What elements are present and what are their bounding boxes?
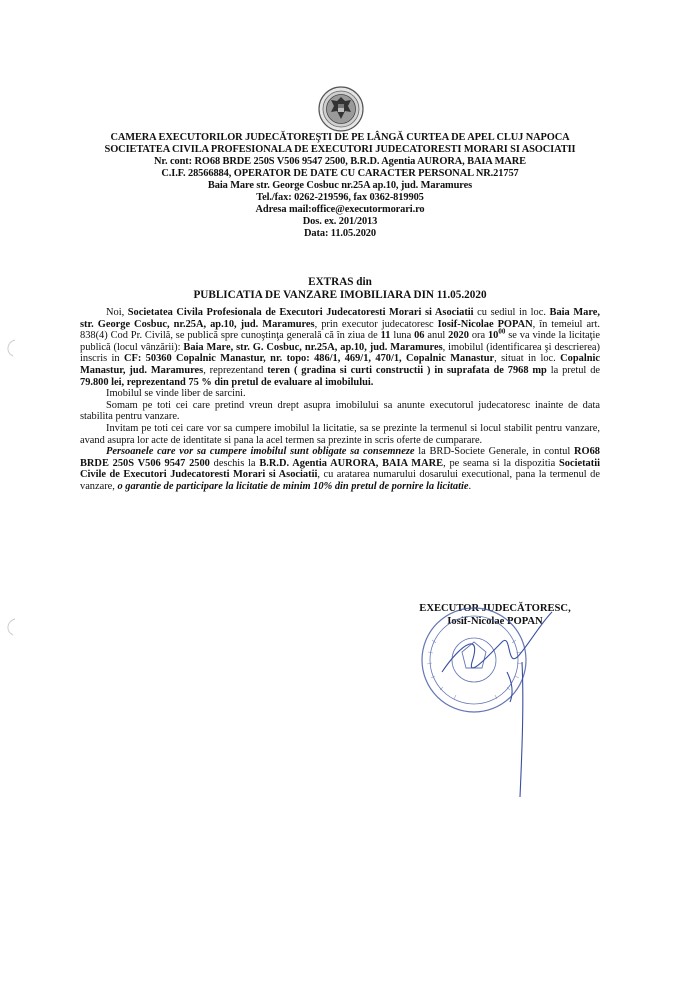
phone-fax: Tel./fax: 0262-219596, fax 0362-819905: [256, 192, 424, 203]
property-description-bold: teren ( gradina si curti constructii ) in suprafata de 7968 mp: [267, 364, 547, 376]
executor-title: EXECUTOR JUDECĂTORESC,: [419, 603, 571, 614]
office-address-bold: Baia Mare, str. George Cosbuc, nr.25A, ap.10, jud. Maramures: [80, 307, 600, 330]
company-name-bold: Societatea Civila Profesionala de Executori Judecatoresti Morari si Asociatii: [127, 307, 474, 318]
text-run: luna: [390, 330, 415, 342]
company-name-bold: Societatii Civile de Executori Judecatoresti Morari si Asociatii: [80, 457, 600, 481]
paragraph-summons: Somam pe toti cei care pretind vreun drept asupra imobilului sa anunte executorul judecatoresc inainte de data stabilita pentru vanzare.: [80, 399, 600, 423]
sale-year: 2020: [448, 330, 469, 342]
text-run: deschis la: [209, 457, 260, 469]
text-run: , pe seama si la dispozitia: [443, 457, 559, 469]
text-run: , reprezentand: [203, 364, 268, 376]
company-name: SOCIETATEA CIVILA PROFESIONALA DE EXECUTORI JUDECATORESTI MORARI SI ASOCIATII: [104, 144, 576, 155]
text-run: , imobilul (identificarea şi descrierea) inscris in: [80, 341, 601, 365]
land-registry-bold: CF: 50360 Copalnic Manastur, nr. topo: 486/1, 469/1, 470/1, Copalnic Manastur: [123, 353, 495, 365]
text-run: , cu aratarea numarului dosarului executional, pana la termenul de vanzare,: [80, 469, 600, 492]
sale-location-bold: Baia Mare, str. G. Cosbuc, nr.25A, ap.10, jud. Maramures: [183, 341, 443, 353]
executor-name-bold: Iosif-Nicolae POPAN: [437, 318, 533, 330]
title-line-2: PUBLICATIA DE VANZARE IMOBILIARA DIN 11.05.2020: [193, 289, 487, 301]
chamber-name: CAMERA EXECUTORILOR JUDECĂTOREŞTI DE PE LÂNGĂ CURTEA DE APEL CLUJ NAPOCA: [110, 132, 570, 143]
document-title: [80, 276, 600, 302]
guarantee-bold-italic: o garantie de participare la licitatie de minim 10% din pretul de pornire la licitatie: [117, 480, 469, 492]
paragraph-deposit: [80, 446, 600, 492]
paragraph-no-encumbrances: Imobilul se vinde liber de sarcini.: [106, 388, 246, 400]
text-run: ora: [468, 330, 488, 342]
file-number: Dos. ex. 201/2013: [302, 216, 378, 227]
text-run: , în temeiul art. 838(4) Cod Pr. Civilă, se publică spre cunoştinţa generală că în ziua de: [80, 318, 600, 342]
sale-month: 06: [414, 330, 425, 342]
account-number-bold: RO68 BRDE 250S V506 9547 2500: [80, 446, 600, 469]
address: Baia Mare str. George Cosbuc nr.25A ap.10, jud. Maramures: [207, 180, 473, 191]
paragraph-invitation: Invitam pe toti cei care vor sa cumpere imobilul la licitatie, sa se prezinte la termenul si locul stabilit pentru vanzare, avand asupra lor acte de identitate si pana la acel termen sa prezinte in scris oferte de cumparare.: [80, 422, 600, 446]
property-location-bold: Copalnic Manastur, jud. Maramures: [80, 353, 600, 376]
text-run: , prin executor judecatoresc: [314, 318, 438, 330]
text-run: cu sediul in loc.: [473, 307, 550, 318]
sale-minutes: 00: [498, 327, 506, 336]
text-run: la BRD-Societe Generale, in contul: [414, 446, 575, 458]
punch-hole-mark-icon: [3, 338, 19, 358]
document-body: [80, 307, 600, 493]
bank-account: Nr. cont: RO68 BRDE 250S V506 9547 2500, B.R.D. Agentia AURORA, BAIA MARE: [154, 156, 526, 167]
paragraph-sale-details: [80, 307, 600, 388]
sale-hour: [487, 327, 506, 342]
date: Data: 11.05.2020: [304, 228, 376, 239]
sale-hour-value: 10: [487, 330, 499, 342]
text-run: .: [468, 480, 472, 492]
email: Adresa mail:office@executormorari.ro: [255, 204, 425, 215]
text-run: anul: [424, 330, 449, 342]
coat-of-arms-seal-icon: [318, 86, 364, 132]
price-bold: 79.800 lei, reprezentand 75 % din pretul de evaluare al imobilului.: [80, 376, 374, 388]
text-run: Noi,: [106, 307, 128, 318]
executor-name: Iosif-Nicolae POPAN: [447, 615, 543, 627]
sale-day: 11: [380, 330, 391, 342]
text-run: la pretul de: [546, 364, 600, 376]
title-line-1: EXTRAS din: [308, 276, 372, 288]
deposit-obligation-bold-italic: Persoanele care vor sa cumpere imobilul sunt obligate sa consemneze: [106, 446, 415, 458]
letterhead: [80, 132, 600, 240]
text-run: , situat in loc.: [494, 353, 561, 365]
text-run: se va vinde la licitaţie publică (locul vânzării):: [80, 330, 600, 353]
punch-hole-mark-icon: [3, 617, 19, 637]
official-stamp-icon: [402, 602, 592, 812]
bank-branch-bold: B.R.D. Agentia AURORA, BAIA MARE: [259, 457, 444, 469]
tax-id: C.I.F. 28566884, OPERATOR DE DATE CU CARACTER PERSONAL NR.21757: [161, 168, 519, 179]
